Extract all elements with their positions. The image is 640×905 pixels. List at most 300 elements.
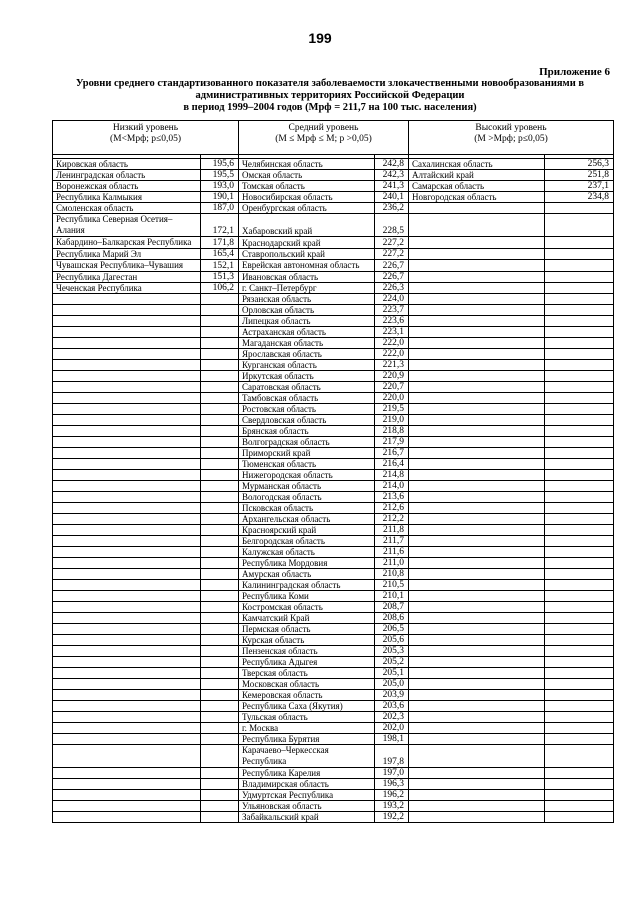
low-region-cell [53,790,201,801]
high-region-cell [409,437,545,448]
high-value-cell [545,701,614,712]
mid-region-cell: Челябинская область [239,159,375,170]
high-region-cell [409,349,545,360]
low-value-cell [201,536,239,547]
low-region-cell [53,547,201,558]
high-value-cell [545,415,614,426]
low-value-cell [201,701,239,712]
appendix-label: Приложение 6 [539,66,610,78]
low-region-cell [53,712,201,723]
low-value-cell [201,734,239,745]
low-region-cell: Чувашская Республика–Чувашия [53,260,201,272]
low-region-cell [53,536,201,547]
high-region-cell [409,602,545,613]
high-region-cell [409,536,545,547]
low-region-cell [53,812,201,823]
low-value-cell: 106,2 [201,283,239,294]
mid-region-cell: г. Санкт–Петербург [239,283,375,294]
table-row [53,690,614,701]
low-region-cell [53,448,201,459]
table-row [53,415,614,426]
high-region-cell [409,305,545,316]
high-region-cell [409,448,545,459]
incidence-levels-table [52,120,614,823]
high-region-cell [409,580,545,591]
mid-region-cell: Вологодская область [239,492,375,503]
high-value-cell [545,360,614,371]
mid-value-cell: 227,2 [375,249,409,260]
high-region-cell: Самарская область [409,181,545,192]
table-row [53,192,614,203]
mid-value-cell: 203,9 [375,690,409,701]
high-value-cell [545,305,614,316]
low-region-cell [53,591,201,602]
low-value-cell [201,426,239,437]
table-header-row [53,121,614,155]
high-value-cell [545,338,614,349]
low-value-cell [201,393,239,404]
high-region-cell [409,481,545,492]
high-region-cell [409,558,545,569]
high-value-cell [545,745,614,768]
high-value-cell [545,260,614,272]
table-row [53,723,614,734]
high-value-cell [545,283,614,294]
high-region-cell [409,690,545,701]
mid-region-cell: Курская область [239,635,375,646]
high-value-cell [545,624,614,635]
mid-value-cell: 242,3 [375,170,409,181]
mid-region-cell: Орловская область [239,305,375,316]
low-region-cell [53,503,201,514]
mid-value-cell: 226,7 [375,272,409,283]
high-region-cell: Новгородская область [409,192,545,203]
low-region-cell [53,613,201,624]
low-value-cell [201,294,239,305]
low-value-cell [201,613,239,624]
high-region-cell [409,569,545,580]
low-value-cell: 171,8 [201,237,239,249]
mid-region-cell: Омская область [239,170,375,181]
high-value-cell: 237,1 [545,181,614,192]
table-row [53,734,614,745]
high-region-cell [409,547,545,558]
header-low-title: Низкий уровень [112,123,179,133]
mid-value-cell: 205,2 [375,657,409,668]
mid-region-cell: Волгоградская область [239,437,375,448]
mid-value-cell: 212,6 [375,503,409,514]
low-value-cell [201,790,239,801]
table-row [53,294,614,305]
table-heading [50,78,610,114]
mid-value-cell: 236,2 [375,203,409,214]
low-region-cell [53,679,201,690]
mid-value-cell: 192,2 [375,812,409,823]
mid-region-cell: Краснодарский край [239,237,375,249]
mid-value-cell: 193,2 [375,801,409,812]
mid-region-cell: Кемеровская область [239,690,375,701]
high-value-cell [545,646,614,657]
low-region-cell: Кабардино–Балкарская Республика [53,237,201,249]
mid-region-cell: Магаданская область [239,338,375,349]
high-value-cell [545,668,614,679]
high-region-cell [409,237,545,249]
mid-value-cell: 222,0 [375,338,409,349]
table-row [53,790,614,801]
high-value-cell [545,547,614,558]
mid-region-cell: Рязанская область [239,294,375,305]
low-value-cell [201,646,239,657]
mid-value-cell: 219,0 [375,415,409,426]
table-row [53,492,614,503]
low-region-cell [53,338,201,349]
mid-value-cell: 213,6 [375,492,409,503]
mid-value-cell: 205,1 [375,668,409,679]
high-value-cell [545,349,614,360]
high-value-cell [545,657,614,668]
high-region-cell [409,459,545,470]
high-region-cell [409,426,545,437]
table-row [53,327,614,338]
table-row [53,393,614,404]
high-region-cell [409,712,545,723]
mid-region-cell: Иркутская область [239,371,375,382]
high-value-cell: 256,3 [545,159,614,170]
low-value-cell [201,327,239,338]
high-value-cell [545,801,614,812]
table-row [53,448,614,459]
low-region-cell [53,327,201,338]
table-body [53,159,614,823]
low-value-cell [201,338,239,349]
header-low-level [53,121,239,155]
high-region-cell [409,327,545,338]
low-region-cell [53,437,201,448]
mid-region-cell: Хабаровский край [239,214,375,237]
table-row [53,437,614,448]
high-value-cell [545,536,614,547]
low-value-cell [201,602,239,613]
high-value-cell [545,294,614,305]
low-region-cell: Республика Марий Эл [53,249,201,260]
mid-region-cell: Тамбовская область [239,393,375,404]
low-region-cell [53,470,201,481]
low-region-cell [53,316,201,327]
high-region-cell [409,393,545,404]
high-region-cell [409,734,545,745]
high-region-cell [409,723,545,734]
high-region-cell: Сахалинская область [409,159,545,170]
table-row [53,547,614,558]
mid-region-cell: Калужская область [239,547,375,558]
mid-region-cell: Забайкальский край [239,812,375,823]
mid-region-cell: Удмуртская Республика [239,790,375,801]
high-value-cell [545,426,614,437]
high-value-cell [545,249,614,260]
low-value-cell [201,415,239,426]
low-value-cell [201,679,239,690]
header-high-title: Высокий уровень [475,123,547,133]
table-row [53,316,614,327]
table-row [53,668,614,679]
mid-value-cell: 208,6 [375,613,409,624]
mid-region-cell: Красноярский край [239,525,375,536]
low-value-cell [201,812,239,823]
table-row [53,371,614,382]
high-region-cell [409,470,545,481]
high-value-cell [545,448,614,459]
mid-value-cell: 218,8 [375,426,409,437]
header-low-criteria: (М<Мрф; p≤0,05) [109,134,182,144]
mid-region-cell: Еврейская автономная область [239,260,375,272]
mid-region-cell: Тверская область [239,668,375,679]
mid-value-cell: 211,0 [375,558,409,569]
low-value-cell [201,514,239,525]
high-region-cell [409,525,545,536]
table-row [53,260,614,272]
mid-value-cell: 196,3 [375,779,409,790]
low-region-cell [53,580,201,591]
low-region-cell [53,768,201,779]
table-row [53,745,614,768]
table-row [53,426,614,437]
low-value-cell [201,459,239,470]
low-value-cell [201,547,239,558]
mid-value-cell: 208,7 [375,602,409,613]
mid-region-cell: Республика Коми [239,591,375,602]
low-region-cell [53,525,201,536]
low-value-cell [201,481,239,492]
table-row [53,203,614,214]
low-value-cell [201,525,239,536]
table-row [53,170,614,181]
high-region-cell [409,745,545,768]
table-row [53,181,614,192]
mid-region-cell: Пермская область [239,624,375,635]
low-value-cell [201,305,239,316]
high-region-cell [409,338,545,349]
low-region-cell: Ленинградская область [53,170,201,181]
mid-region-cell: Тульская область [239,712,375,723]
table-row [53,214,614,237]
header-mid-title: Средний уровень [288,123,359,133]
high-value-cell [545,237,614,249]
mid-value-cell: 197,8 [375,745,409,768]
low-value-cell [201,668,239,679]
mid-region-cell: Костромская область [239,602,375,613]
high-region-cell [409,635,545,646]
low-value-cell [201,437,239,448]
low-region-cell: Воронежская область [53,181,201,192]
high-value-cell [545,790,614,801]
low-region-cell [53,360,201,371]
low-value-cell [201,635,239,646]
low-region-cell [53,745,201,768]
heading-line-2: административных территориях Российской Федерации [195,90,465,101]
high-value-cell [545,525,614,536]
low-region-cell [53,701,201,712]
mid-region-cell: Брянская область [239,426,375,437]
table-row [53,360,614,371]
low-value-cell [201,503,239,514]
high-region-cell [409,316,545,327]
table-row [53,283,614,294]
mid-value-cell: 216,7 [375,448,409,459]
low-region-cell [53,558,201,569]
low-value-cell [201,591,239,602]
mid-value-cell: 214,0 [375,481,409,492]
high-region-cell [409,360,545,371]
high-region-cell [409,812,545,823]
high-region-cell [409,249,545,260]
high-region-cell [409,514,545,525]
table-row [53,646,614,657]
high-value-cell [545,591,614,602]
mid-value-cell: 223,1 [375,327,409,338]
mid-value-cell: 242,8 [375,159,409,170]
mid-region-cell: Амурская область [239,569,375,580]
high-value-cell: 234,8 [545,192,614,203]
mid-region-cell: Тюменская область [239,459,375,470]
low-value-cell [201,569,239,580]
high-region-cell: Алтайский край [409,170,545,181]
low-value-cell [201,580,239,591]
low-value-cell: 172,1 [201,214,239,237]
mid-region-cell: Липецкая область [239,316,375,327]
high-value-cell [545,768,614,779]
table-row [53,635,614,646]
low-value-cell [201,723,239,734]
high-value-cell [545,481,614,492]
low-value-cell [201,404,239,415]
high-value-cell [545,779,614,790]
mid-region-cell: Ярославская область [239,349,375,360]
table-row [53,779,614,790]
mid-region-cell: Ставропольский край [239,249,375,260]
high-region-cell [409,624,545,635]
table-row [53,768,614,779]
low-region-cell [53,305,201,316]
high-value-cell [545,316,614,327]
high-region-cell [409,415,545,426]
low-region-cell: Республика Северная Осетия–Алания [53,214,201,237]
high-value-cell [545,203,614,214]
low-value-cell: 195,5 [201,170,239,181]
mid-value-cell: 227,2 [375,237,409,249]
low-region-cell [53,569,201,580]
high-region-cell [409,801,545,812]
low-value-cell [201,657,239,668]
low-region-cell [53,646,201,657]
high-value-cell [545,214,614,237]
mid-region-cell: Республика Бурятия [239,734,375,745]
low-value-cell [201,382,239,393]
mid-region-cell: Республика Саха (Якутия) [239,701,375,712]
table-row [53,159,614,170]
low-value-cell: 187,0 [201,203,239,214]
mid-region-cell: Республика Карелия [239,768,375,779]
high-region-cell [409,790,545,801]
high-region-cell [409,701,545,712]
mid-value-cell: 211,6 [375,547,409,558]
low-region-cell: Смоленская область [53,203,201,214]
low-region-cell [53,393,201,404]
low-value-cell [201,470,239,481]
mid-value-cell: 220,0 [375,393,409,404]
low-value-cell: 195,6 [201,159,239,170]
low-region-cell [53,723,201,734]
table-row [53,305,614,316]
mid-value-cell: 219,5 [375,404,409,415]
low-region-cell [53,404,201,415]
mid-region-cell: Камчатский Край [239,613,375,624]
page-number: 199 [308,30,332,46]
high-region-cell [409,404,545,415]
mid-value-cell: 205,3 [375,646,409,657]
mid-value-cell: 221,3 [375,360,409,371]
mid-value-cell: 220,9 [375,371,409,382]
low-value-cell [201,801,239,812]
mid-region-cell: Томская область [239,181,375,192]
mid-value-cell: 205,0 [375,679,409,690]
high-value-cell [545,459,614,470]
mid-region-cell: Ульяновская область [239,801,375,812]
high-region-cell [409,591,545,602]
mid-value-cell: 211,8 [375,525,409,536]
table-row [53,701,614,712]
mid-region-cell: Мурманская область [239,481,375,492]
mid-value-cell: 214,8 [375,470,409,481]
high-value-cell [545,393,614,404]
mid-region-cell: Оренбургская область [239,203,375,214]
mid-region-cell: Республика Адыгея [239,657,375,668]
low-value-cell [201,690,239,701]
mid-region-cell: Московская область [239,679,375,690]
table-row [53,272,614,283]
low-region-cell [53,635,201,646]
table-row [53,404,614,415]
low-region-cell [53,602,201,613]
high-region-cell [409,260,545,272]
low-value-cell: 193,0 [201,181,239,192]
table-row [53,338,614,349]
mid-value-cell: 196,2 [375,790,409,801]
header-high-criteria: (М >Мрф; p≤0,05) [474,134,548,144]
low-value-cell [201,624,239,635]
mid-value-cell: 220,7 [375,382,409,393]
high-region-cell [409,668,545,679]
low-region-cell [53,690,201,701]
low-region-cell [53,514,201,525]
high-value-cell [545,514,614,525]
low-region-cell [53,779,201,790]
high-value-cell [545,812,614,823]
low-region-cell [53,734,201,745]
table-row [53,569,614,580]
mid-region-cell: г. Москва [239,723,375,734]
high-region-cell [409,214,545,237]
high-region-cell [409,272,545,283]
header-high-level [409,121,614,155]
mid-region-cell: Ростовская область [239,404,375,415]
high-region-cell [409,371,545,382]
mid-value-cell: 241,3 [375,181,409,192]
low-value-cell: 152,1 [201,260,239,272]
mid-region-cell: Астраханская область [239,327,375,338]
low-region-cell [53,382,201,393]
mid-value-cell: 240,1 [375,192,409,203]
high-value-cell [545,492,614,503]
